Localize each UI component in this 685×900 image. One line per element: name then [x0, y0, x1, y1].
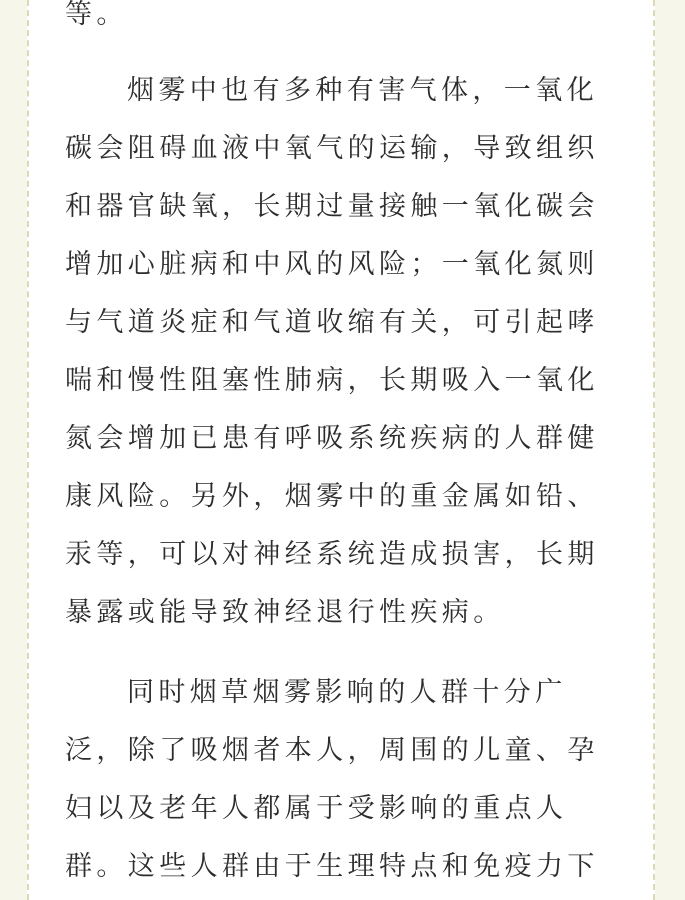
text-line: 烟雾中也有多种有害气体，一氧化	[127, 75, 598, 106]
text-line: 与气道炎症和气道收缩有关，可引起哮	[65, 307, 599, 338]
text-line: 和器官缺氧，长期过量接触一氧化碳会	[65, 191, 599, 222]
article-page	[27, 0, 655, 900]
text-line: 同时烟草烟雾影响的人群十分广	[127, 677, 567, 708]
paragraph-gas-effects	[65, 62, 621, 642]
article-body	[65, 0, 621, 896]
text-line: 暴露或能导致神经退行性疾病。	[65, 597, 505, 628]
text-line: 氮会增加已患有呼吸系统疾病的人群健	[65, 423, 599, 454]
text-line: 妇以及老年人都属于受影响的重点人	[65, 793, 568, 824]
paragraph-tail	[65, 0, 621, 40]
text-line: 泛，除了吸烟者本人，周围的儿童、孕	[65, 735, 599, 766]
paragraph-gap	[65, 642, 621, 664]
text-line: 康风险。另外，烟雾中的重金属如铅、	[65, 481, 599, 512]
text-line: 汞等，可以对神经系统造成损害，长期	[65, 539, 599, 570]
paragraph-affected-groups	[65, 664, 621, 896]
text-line: 碳会阻碍血液中氧气的运输，导致组织	[65, 133, 599, 164]
text-line: 增加心脏病和中风的风险；一氧化氮则	[65, 249, 599, 280]
text-line: 喘和慢性阻塞性肺病，长期吸入一氧化	[65, 365, 599, 396]
text-line: 群。这些人群由于生理特点和免疫力下	[65, 851, 599, 882]
paragraph-gap	[65, 40, 621, 62]
text-line: 等。	[65, 0, 128, 30]
